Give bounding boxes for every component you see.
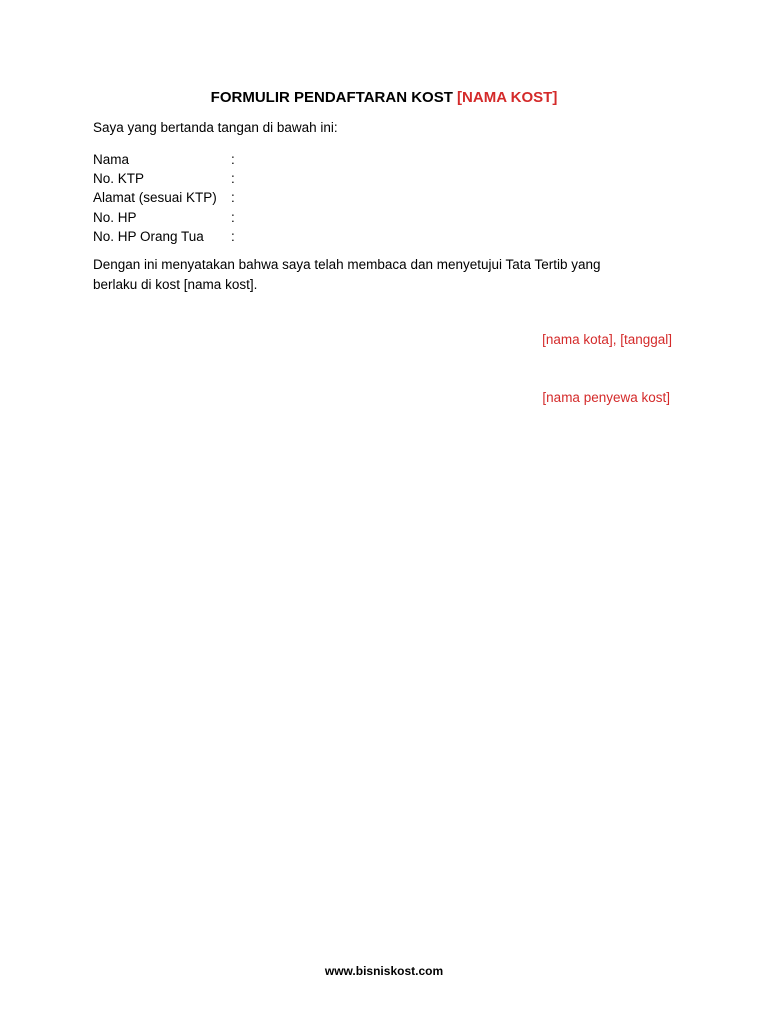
field-colon: : [231,152,235,167]
statement-line-1: Dengan ini menyatakan bahwa saya telah membaca dan menyetujui Tata Tertib yang [93,257,601,272]
field-row-alamat [93,188,493,207]
footer-url: www.bisniskost.com [324,964,444,978]
form-title [0,89,768,106]
statement-line-2: berlaku di kost [nama kost]. [93,276,258,292]
field-row-no-ktp [93,169,493,188]
field-label-no-hp: No. HP [93,209,137,225]
form-title-text: FORMULIR PENDAFTARAN KOST [210,89,458,106]
place-date-placeholder: [nama kota], [tanggal] [542,332,672,347]
field-label-alamat: Alamat (sesuai KTP) [93,190,217,206]
field-colon: : [231,190,235,206]
field-label-no-ktp: No. KTP [93,171,145,187]
signer-name-placeholder: [nama penyewa kost] [542,390,670,405]
field-colon: : [231,171,235,187]
field-colon: : [231,209,235,225]
field-list [93,150,493,246]
form-title-placeholder: [NAMA KOST] [457,89,558,106]
field-row-nama [93,150,493,169]
field-row-no-hp [93,208,493,227]
field-label-no-hp-orang-tua: No. HP Orang Tua [93,228,204,244]
field-colon: : [231,228,235,244]
field-row-no-hp-orang-tua [93,227,493,246]
field-label-nama: Nama [93,152,130,167]
statement-paragraph [93,255,653,294]
intro-text: Saya yang bertanda tangan di bawah ini: [93,120,338,135]
